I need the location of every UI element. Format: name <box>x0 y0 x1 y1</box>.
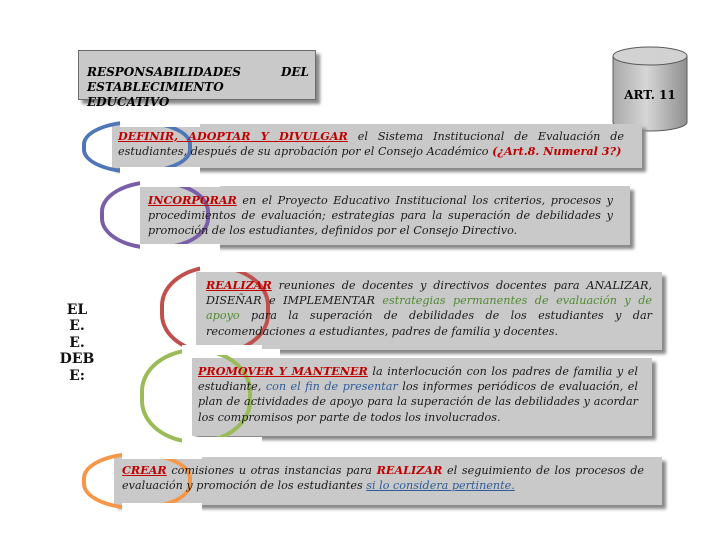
arc-gap-top <box>122 449 202 459</box>
step-text-promover <box>198 364 638 425</box>
step-text-segment: INCORPORAR <box>148 193 237 207</box>
side-label-line: DEB <box>59 351 95 368</box>
side-label-line: E. <box>69 334 85 351</box>
arc-gap-bottom <box>120 167 200 177</box>
diagram-title: RESPONSABILIDADES DEL ESTABLECIMIENTO EDUCATIVO <box>87 65 309 109</box>
step-text-segment: REALIZAR <box>206 278 272 292</box>
article-label: ART. 11 <box>624 88 676 102</box>
step-text-segment: si lo considera pertinente. <box>366 479 515 493</box>
step-text-segment: reuniones de docentes y directivos docentes para ANALIZAR, DISEÑAR e IMPLEMENTAR <box>206 279 652 308</box>
step-text-incorporar <box>148 193 613 239</box>
step-text-definir <box>118 129 624 159</box>
step-text-segment: en el Proyecto Educativo Institucional los criterios, procesos y procedimientos de evaluación; estrategias para la superación de debilidades y promoción de los estudiantes, definidos por el Consejo Directivo. <box>148 194 613 238</box>
step-text-segment: estrategias permanentes de evaluación y de apoyo <box>206 294 652 323</box>
step-text-segment: comisiones u otras instancias para <box>166 464 377 477</box>
side-label <box>52 302 102 384</box>
step-text-segment: los informes periódicos de evaluación, el plan de actividades de apoyo para la superación de las debilidades y acordar los compromisos por parte de todos los involucrados. <box>198 380 638 424</box>
step-text-segment: la interlocución con los padres de familia y el estudiante, <box>198 365 638 394</box>
step-text-segment: para la superación de debilidades de los estudiantes y dar recomendaciones a estudiantes, padres de familia y docentes. <box>206 309 652 338</box>
step-text-segment: CREAR <box>122 463 167 477</box>
arc-gap-top <box>200 262 280 272</box>
step-text-segment: PROMOVER Y MANTENER <box>198 364 368 378</box>
step-text-segment: el Sistema Institucional de Evaluación de estudiantes, después de su aprobación por el Consejo Académico <box>118 130 625 159</box>
step-text-segment: el seguimiento de los procesos de evaluación y promoción de los estudiantes <box>122 464 644 493</box>
side-label-line: E: <box>69 367 85 384</box>
arc-gap-bottom <box>122 503 202 513</box>
title-box <box>78 50 316 109</box>
arc-gap-top <box>140 177 220 187</box>
step-text-segment: con el fin de presentar <box>265 380 398 394</box>
arc-gap-bottom <box>182 437 262 447</box>
side-label-line: EL <box>66 302 88 318</box>
step-text-segment: REALIZAR <box>376 463 443 477</box>
step-text-segment: DEFINIR, ADOPTAR Y DIVULGAR <box>118 129 348 143</box>
step-text-crear <box>122 463 644 493</box>
arc-gap-top <box>182 345 262 355</box>
arc-gap-bottom <box>140 244 220 254</box>
arc-gap-top <box>120 117 200 127</box>
step-text-realizar <box>206 278 652 339</box>
side-label-line: E. <box>69 318 85 335</box>
step-text-segment: (¿Art.8. Numeral 3?) <box>492 144 622 159</box>
